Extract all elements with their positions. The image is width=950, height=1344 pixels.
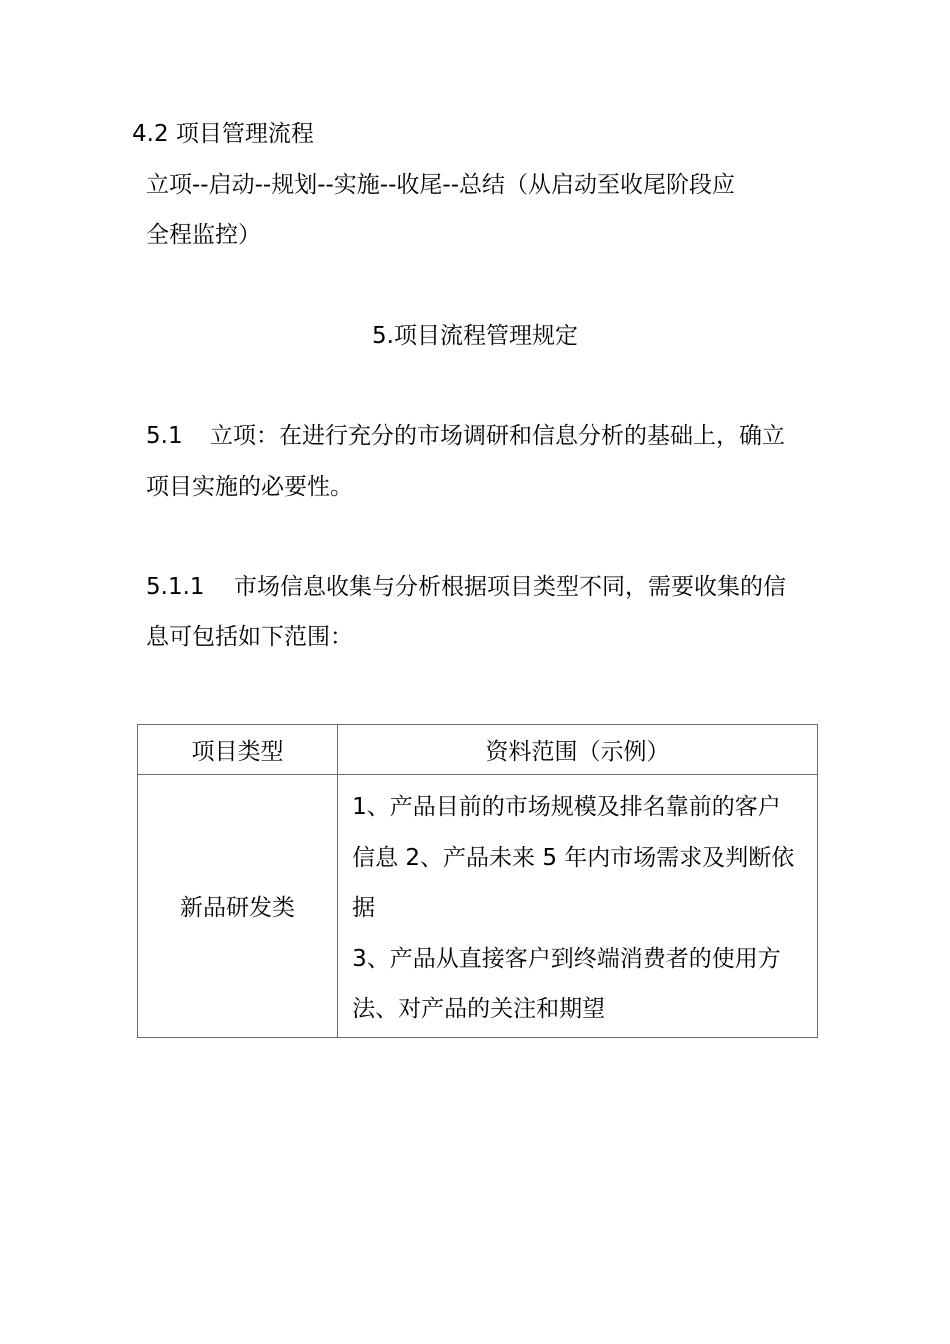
section-5-1-1-line-2: 息可包括如下范围： xyxy=(146,624,353,650)
header-project-type: 项目类型 xyxy=(138,725,338,775)
table-row xyxy=(138,775,818,1038)
process-flow-line-2: 全程监控） xyxy=(146,222,261,248)
section-5-title: 5.项目流程管理规定 xyxy=(372,323,578,349)
section-5-1-line-1 xyxy=(146,421,785,451)
scope-line: 法、对产品的关注和期望 xyxy=(352,996,606,1022)
table-header-row xyxy=(138,725,818,775)
scope-line: 3、产品从直接客户到终端消费者的使用方 xyxy=(352,945,781,972)
section-5-1-text: 立项：在进行充分的市场调研和信息分析的基础上，确立 xyxy=(210,423,785,449)
scope-line: 信息 2、产品未来 5 年内市场需求及判断依 xyxy=(352,844,795,871)
scope-line: 1、产品目前的市场规模及排名靠前的客户 xyxy=(352,794,781,820)
section-5-1-line-2: 项目实施的必要性。 xyxy=(146,474,353,500)
row-project-type: 新品研发类 xyxy=(138,775,338,1038)
section-5-1-1-number: 5.1.1 xyxy=(146,574,205,600)
scope-line: 据 xyxy=(352,895,376,921)
section-5-1-number: 5.1 xyxy=(146,423,183,449)
section-5-1-1-text: 市场信息收集与分析根据项目类型不同，需要收集的信 xyxy=(234,574,786,600)
process-flow-line-1: 立项--启动--规划--实施--收尾--总结（从启动至收尾阶段应 xyxy=(146,172,735,198)
section-5-1-1-line-1 xyxy=(146,572,786,602)
info-scope-table xyxy=(137,724,818,1038)
row-data-scope xyxy=(338,775,818,1038)
section-4-2-heading: 4.2 项目管理流程 xyxy=(132,121,314,147)
header-data-scope: 资料范围（示例） xyxy=(338,725,818,775)
